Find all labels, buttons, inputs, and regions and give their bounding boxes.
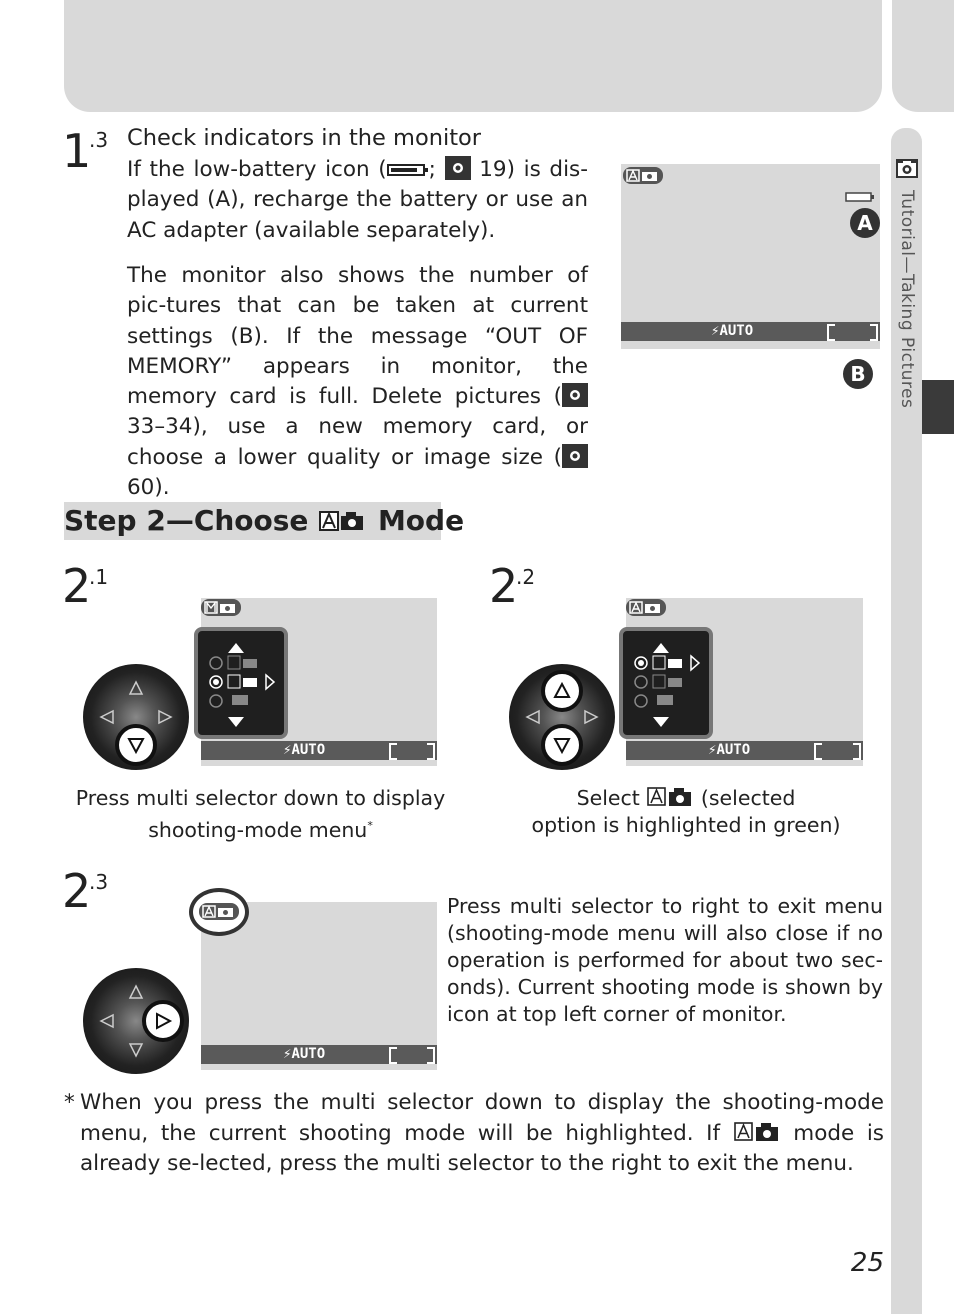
camera-icon [895,156,919,180]
step-description: Press multi selector to right to exit menu (shooting-mode menu will also close if no operation is performed for about two sec-onds). Current shooting mode is shown by icon at top left corner of monitor. [447,894,883,1026]
selector-up-highlight[interactable] [541,670,583,712]
auto-mode-indicator [623,167,663,184]
step-number: 2 [489,559,519,613]
step-number: 2 [62,559,92,613]
frame-bracket-left [389,1047,397,1064]
auto-mode-indicator [626,599,666,616]
multi-selector[interactable] [509,664,615,770]
side-tab-label: Tutorial—Taking Pictures [897,190,917,409]
monitor-status-bar [201,741,437,760]
step-suffix: .3 [89,870,109,894]
shooting-mode-menu[interactable] [619,627,713,739]
step-caption: Press multi selector down to display shooting-mode menu* [75,786,446,842]
page-reference-icon [445,156,471,180]
auto-mode-icon [646,786,694,808]
frame-bracket-right [870,324,878,341]
callout-b: B [843,359,873,389]
battery-icon [387,162,429,178]
manual-mode-indicator [201,599,241,616]
step-number: 2 [62,864,92,918]
flash-auto-indicator: ⚡AUTO [283,742,326,758]
step-suffix: .3 [89,128,109,152]
page-reference-icon [562,383,588,407]
callout-a: A [850,208,880,238]
step-paragraph-battery: If the low-battery icon ( ; 19) is dis-played (A), recharge the battery or use an AC adapter (available separately). [127,157,589,243]
page-number: 25 [850,1248,884,1278]
frame-bracket-right [427,1047,435,1064]
frame-bracket-left [389,743,397,760]
monitor-status-bar [201,1045,437,1064]
frame-bracket-right [427,743,435,760]
header-band [64,0,882,112]
frame-bracket-right [853,743,861,760]
mode-icon-highlight [189,888,249,936]
multi-selector[interactable] [83,664,189,770]
footnote: * When you press the multi selector down to display the shooting-mode menu, the current shooting mode will be highlighted. If mode is already se-lected, press the multi selector to the right to exit the menu. [64,1090,884,1176]
selector-down-highlight[interactable] [115,724,157,766]
frame-bracket-left [814,743,822,760]
step-number: 1 [62,124,92,178]
step-title: Check indicators in the monitor [127,125,482,151]
frame-bracket-left [827,324,835,341]
step-heading: Step 2—Choose Mode [64,502,441,540]
monitor-preview [621,164,880,349]
flash-auto-indicator: ⚡AUTO [711,323,754,339]
low-battery-icon [845,191,875,203]
selector-right-highlight[interactable] [142,1000,184,1042]
step-suffix: .1 [89,565,109,589]
monitor-status-bar [626,741,863,760]
selector-down-highlight[interactable] [541,724,583,766]
step-suffix: .2 [516,565,536,589]
multi-selector[interactable] [83,968,189,1074]
auto-mode-icon [733,1121,781,1143]
shooting-mode-menu[interactable] [194,627,288,739]
step-caption: Select (selected option is highlighted in green) [531,786,841,837]
monitor-status-bar [621,322,880,341]
header-corner [892,0,954,112]
flash-auto-indicator: ⚡AUTO [708,742,751,758]
page-reference-icon [562,444,588,468]
section-tab-marker [922,380,954,434]
step-paragraph-memory: The monitor also shows the number of pic-tures that can be taken at current settings (B). If the message “OUT OF MEMORY” appears in monitor, the memory card is full. Delete pictures ( 33–34), use a new memory card, or choose a lower quality or image size ( 60). [127,263,588,501]
auto-mode-indicator [199,903,239,920]
auto-mode-icon [318,509,368,533]
flash-auto-indicator: ⚡AUTO [283,1046,326,1062]
